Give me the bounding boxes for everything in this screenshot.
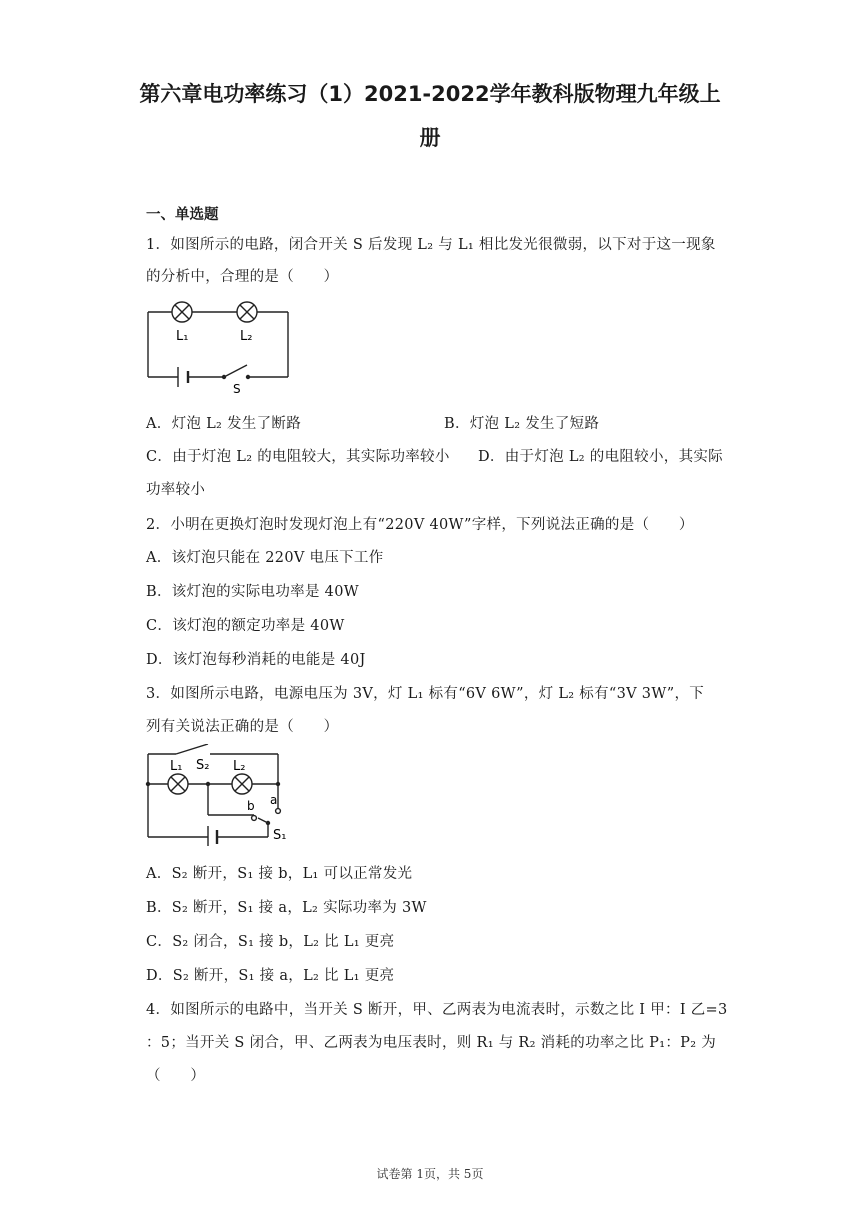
section-heading: 一、单选题 — [146, 207, 219, 223]
q1-label-l1: L₁ — [176, 329, 189, 344]
q4-stem-line3: （ ） — [146, 1068, 206, 1084]
q1-option-d-line1: D．由于灯泡 L₂ 的电阻较小，其实际 — [478, 449, 723, 465]
q3-stem-line1: 3．如图所示电路，电源电压为 3V，灯 L₁ 标有“6V 6W”，灯 L₂ 标有“3V 3W”，下 — [146, 686, 705, 702]
q1-label-l2: L₂ — [240, 329, 253, 344]
q3-option-d: D．S₂ 断开，S₁ 接 a，L₂ 比 L₁ 更亮 — [146, 968, 395, 984]
q2-stem: 2．小明在更换灯泡时发现灯泡上有“220V 40W”字样，下列说法正确的是（ ） — [146, 517, 694, 533]
document-title-line1: 第六章电功率练习（1）2021-2022学年教科版物理九年级上 — [139, 82, 721, 106]
q2-option-a: A．该灯泡只能在 220V 电压下工作 — [146, 550, 384, 566]
q1-circuit-diagram — [144, 296, 294, 396]
q2-option-b: B．该灯泡的实际电功率是 40W — [146, 584, 359, 600]
q1-option-b: B．灯泡 L₂ 发生了短路 — [444, 416, 600, 432]
q3-label-a: a — [270, 793, 278, 807]
q3-circuit-diagram — [144, 744, 294, 846]
q3-label-s1: S₁ — [273, 828, 287, 843]
q3-label-b: b — [247, 799, 255, 813]
q3-stem-line2: 列有关说法正确的是（ ） — [146, 719, 339, 735]
q1-stem-line2: 的分析中，合理的是（ ） — [146, 269, 339, 285]
q1-option-d-line2: 功率较小 — [146, 482, 206, 498]
q3-label-l2: L₂ — [233, 759, 246, 774]
q1-label-s: S — [233, 382, 241, 396]
q3-option-c: C．S₂ 闭合，S₁ 接 b，L₂ 比 L₁ 更亮 — [146, 934, 395, 950]
q2-option-c: C．该灯泡的额定功率是 40W — [146, 618, 345, 634]
q1-stem-line1: 1．如图所示的电路，闭合开关 S 后发现 L₂ 与 L₁ 相比发光很微弱，以下对于这一现象 — [146, 237, 716, 253]
q3-option-b: B．S₂ 断开，S₁ 接 a，L₂ 实际功率为 3W — [146, 900, 427, 916]
document-title-line2: 册 — [419, 126, 441, 150]
q2-option-d: D．该灯泡每秒消耗的电能是 40J — [146, 652, 366, 668]
q3-option-a: A．S₂ 断开，S₁ 接 b，L₁ 可以正常发光 — [146, 866, 413, 882]
q1-option-a: A．灯泡 L₂ 发生了断路 — [146, 416, 302, 432]
q4-stem-line2: ：5；当开关 S 闭合，甲、乙两表为电压表时，则 R₁ 与 R₂ 消耗的功率之比 P₁：P₂ 为 — [146, 1035, 717, 1051]
q1-option-c: C．由于灯泡 L₂ 的电阻较大，其实际功率较小 — [146, 449, 450, 465]
q3-label-s2: S₂ — [196, 758, 210, 773]
q3-label-l1: L₁ — [170, 759, 183, 774]
page-footer: 试卷第 1页，共 5页 — [376, 1167, 484, 1181]
q4-stem-line1: 4．如图所示的电路中，当开关 S 断开，甲、乙两表为电流表时，示数之比 I 甲：I 乙=3 — [146, 1002, 728, 1018]
